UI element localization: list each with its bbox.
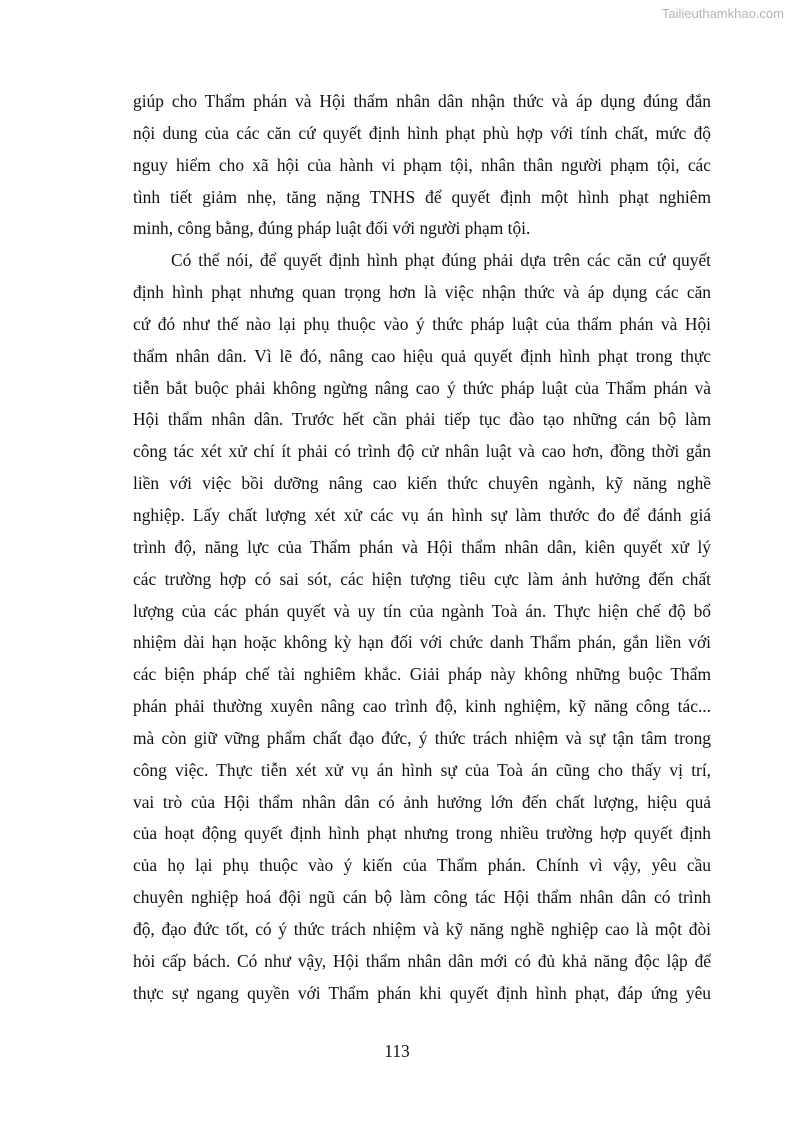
text-line: độ, đạo đức tốt, có ý thức trách nhiệm và kỹ năng nghề nghiệp cao là một đòi [133, 918, 711, 939]
text-line: nhiệm dài hạn hoặc không kỳ hạn đối với chức danh Thẩm phán, gắn liền với [133, 632, 711, 653]
text-line: nội dung của các căn cứ quyết định hình phạt phù hợp với tính chất, mức độ [133, 122, 711, 143]
text-line: của hoạt động quyết định hình phạt nhưng trong nhiều trường hợp quyết định [133, 823, 711, 844]
text-line: công tác xét xử chí ít phải có trình độ cử nhân luật và cao hơn, đồng thời gắn [133, 441, 711, 462]
paragraph-2 [133, 245, 711, 1009]
text-line: mà còn giữ vững phẩm chất đạo đức, ý thức trách nhiệm và sự tận tâm trong [133, 727, 711, 748]
page-number: 113 [384, 1041, 410, 1061]
text-line: Có thể nói, để quyết định hình phạt đúng phải dựa trên các căn cứ quyết [171, 250, 711, 271]
text-line: các biện pháp chế tài nghiêm khắc. Giải pháp này không những buộc Thẩm [133, 664, 711, 685]
watermark: Tailieuthamkhao.com [661, 6, 784, 21]
paragraph-1 [133, 86, 711, 245]
text-line: tiễn bắt buộc phải không ngừng nâng cao ý thức pháp luật của Thẩm phán và [133, 377, 711, 398]
text-line: minh, công bằng, đúng pháp luật đối với người phạm tội. [133, 218, 531, 239]
text-line: tình tiết giảm nhẹ, tăng nặng TNHS để quyết định một hình phạt nghiêm [133, 186, 711, 207]
text-line: giúp cho Thẩm phán và Hội thẩm nhân dân nhận thức và áp dụng đúng đắn [133, 91, 711, 111]
text-line: thẩm nhân dân. Vì lẽ đó, nâng cao hiệu quả quyết định hình phạt trong thực [133, 345, 711, 366]
text-line: trình độ, năng lực của Thẩm phán và Hội thẩm nhân dân, kiên quyết xử lý [133, 536, 711, 557]
text-line: nghiệp. Lấy chất lượng xét xử các vụ án hình sự làm thước đo để đánh giá [133, 504, 711, 525]
document-body [133, 86, 711, 1009]
text-line: cứ đó như thế nào lại phụ thuộc vào ý thức pháp luật của thẩm phán và Hội [133, 313, 711, 334]
text-line: Hội thẩm nhân dân. Trước hết cần phải tiếp tục đào tạo những cán bộ làm [133, 409, 711, 430]
text-line: của họ lại phụ thuộc vào ý kiến của Thẩm phán. Chính vì vậy, yêu cầu [133, 855, 711, 876]
text-line: chuyên nghiệp hoá đội ngũ cán bộ làm công tác Hội thẩm nhân dân có trình [133, 887, 711, 908]
text-line: thực sự ngang quyền với Thẩm phán khi quyết định hình phạt, đáp ứng yêu [133, 982, 711, 1003]
text-line: vai trò của Hội thẩm nhân dân có ảnh hưởng lớn đến chất lượng, hiệu quả [133, 791, 711, 812]
text-line: nguy hiểm cho xã hội của hành vi phạm tội, nhân thân người phạm tội, các [133, 154, 711, 175]
text-line: lượng của các phán quyết và uy tín của ngành Toà án. Thực hiện chế độ bổ [133, 600, 711, 621]
text-line: phán phải thường xuyên nâng cao trình độ, kinh nghiệm, kỹ năng công tác... [133, 696, 711, 717]
text-line: định hình phạt nhưng quan trọng hơn là việc nhận thức và áp dụng các căn [133, 282, 711, 303]
text-line: hỏi cấp bách. Có như vậy, Hội thẩm nhân dân mới có đủ khả năng độc lập để [133, 950, 711, 971]
text-line: các trường hợp có sai sót, các hiện tượng tiêu cực làm ảnh hưởng đến chất [133, 568, 711, 589]
text-line: liền với việc bồi dưỡng nâng cao kiến thức chuyên ngành, kỹ năng nghề [133, 473, 711, 494]
text-line: công việc. Thực tiễn xét xử vụ án hình sự của Toà án cũng cho thấy vị trí, [133, 759, 711, 780]
